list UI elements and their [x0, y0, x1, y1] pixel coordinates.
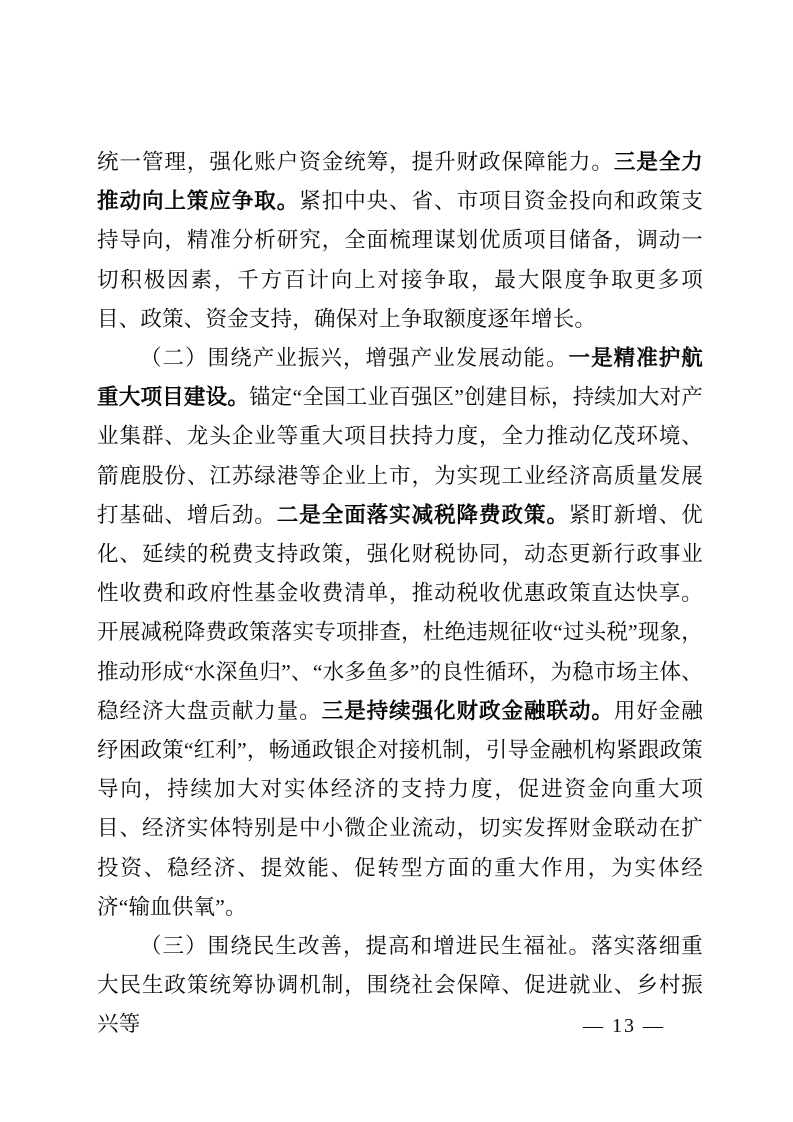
- text-run: 紧扣中央、省、市项目资金投向和政策支持导向，精准分析研究，全面梳理谋划优质项目储备，调动一切积极因素，千方百计向上对接争取，最大限度争取更多项目、政策、资金支持，确保对上争取额度逐年增长。: [97, 189, 703, 331]
- paragraph-continuation: [97, 143, 703, 339]
- section-heading-run: （二）围绕产业振兴，增强产业发展动能。: [140, 346, 569, 371]
- bold-heading-run: 三是持续强化财政金融联动。: [321, 698, 614, 723]
- document-body: [97, 143, 703, 1045]
- text-run: 锚定“全国工业百强区”创建目标，持续加大对产业集群、龙头企业等重大项目扶持力度，全力推动亿茂环境、箭鹿股份、江苏绿港等企业上市，为实现工业经济高质量发展打基础、增后劲。: [97, 385, 703, 527]
- page-number: — 13 —: [583, 1015, 665, 1037]
- text-run: 用好金融纾困政策“红利”，畅通政银企对接机制，引导金融机构紧跟政策导向，持续加大对实体经济的支持力度，促进资金向重大项目、经济实体特别是中小微企业流动，切实发挥财金联动在扩投资、稳经济、提效能、促转型方面的重大作用，为实体经济“输血供氧”。: [97, 698, 703, 919]
- text-run: 紧盯新增、优化、延续的税费支持政策，强化财税协同，动态更新行政事业性收费和政府性基金收费清单，推动税收优惠政策直达快享。开展减税降费政策落实专项排查，杜绝违规征收“过头税”现象，推动形成“水深鱼归”、“水多鱼多”的良性循环，为稳市场主体、稳经济大盘贡献力量。: [97, 502, 703, 723]
- paragraph-section-2: [97, 339, 703, 927]
- bold-heading-run: 二是全面落实减税降费政策。: [276, 502, 569, 527]
- bold-heading-run: 三是全力推动向上策应争取。: [97, 150, 703, 214]
- bold-heading-run: 一是精准护航重大项目建设。: [97, 346, 703, 410]
- section-heading-run: （三）围绕民生改善，提高和增进民生福祉。落实落细重大民生政策统筹协调机制，围绕社会保障、促进就业、乡村振兴等: [97, 934, 703, 1037]
- text-run: 统一管理，强化账户资金统筹，提升财政保障能力。: [97, 150, 614, 174]
